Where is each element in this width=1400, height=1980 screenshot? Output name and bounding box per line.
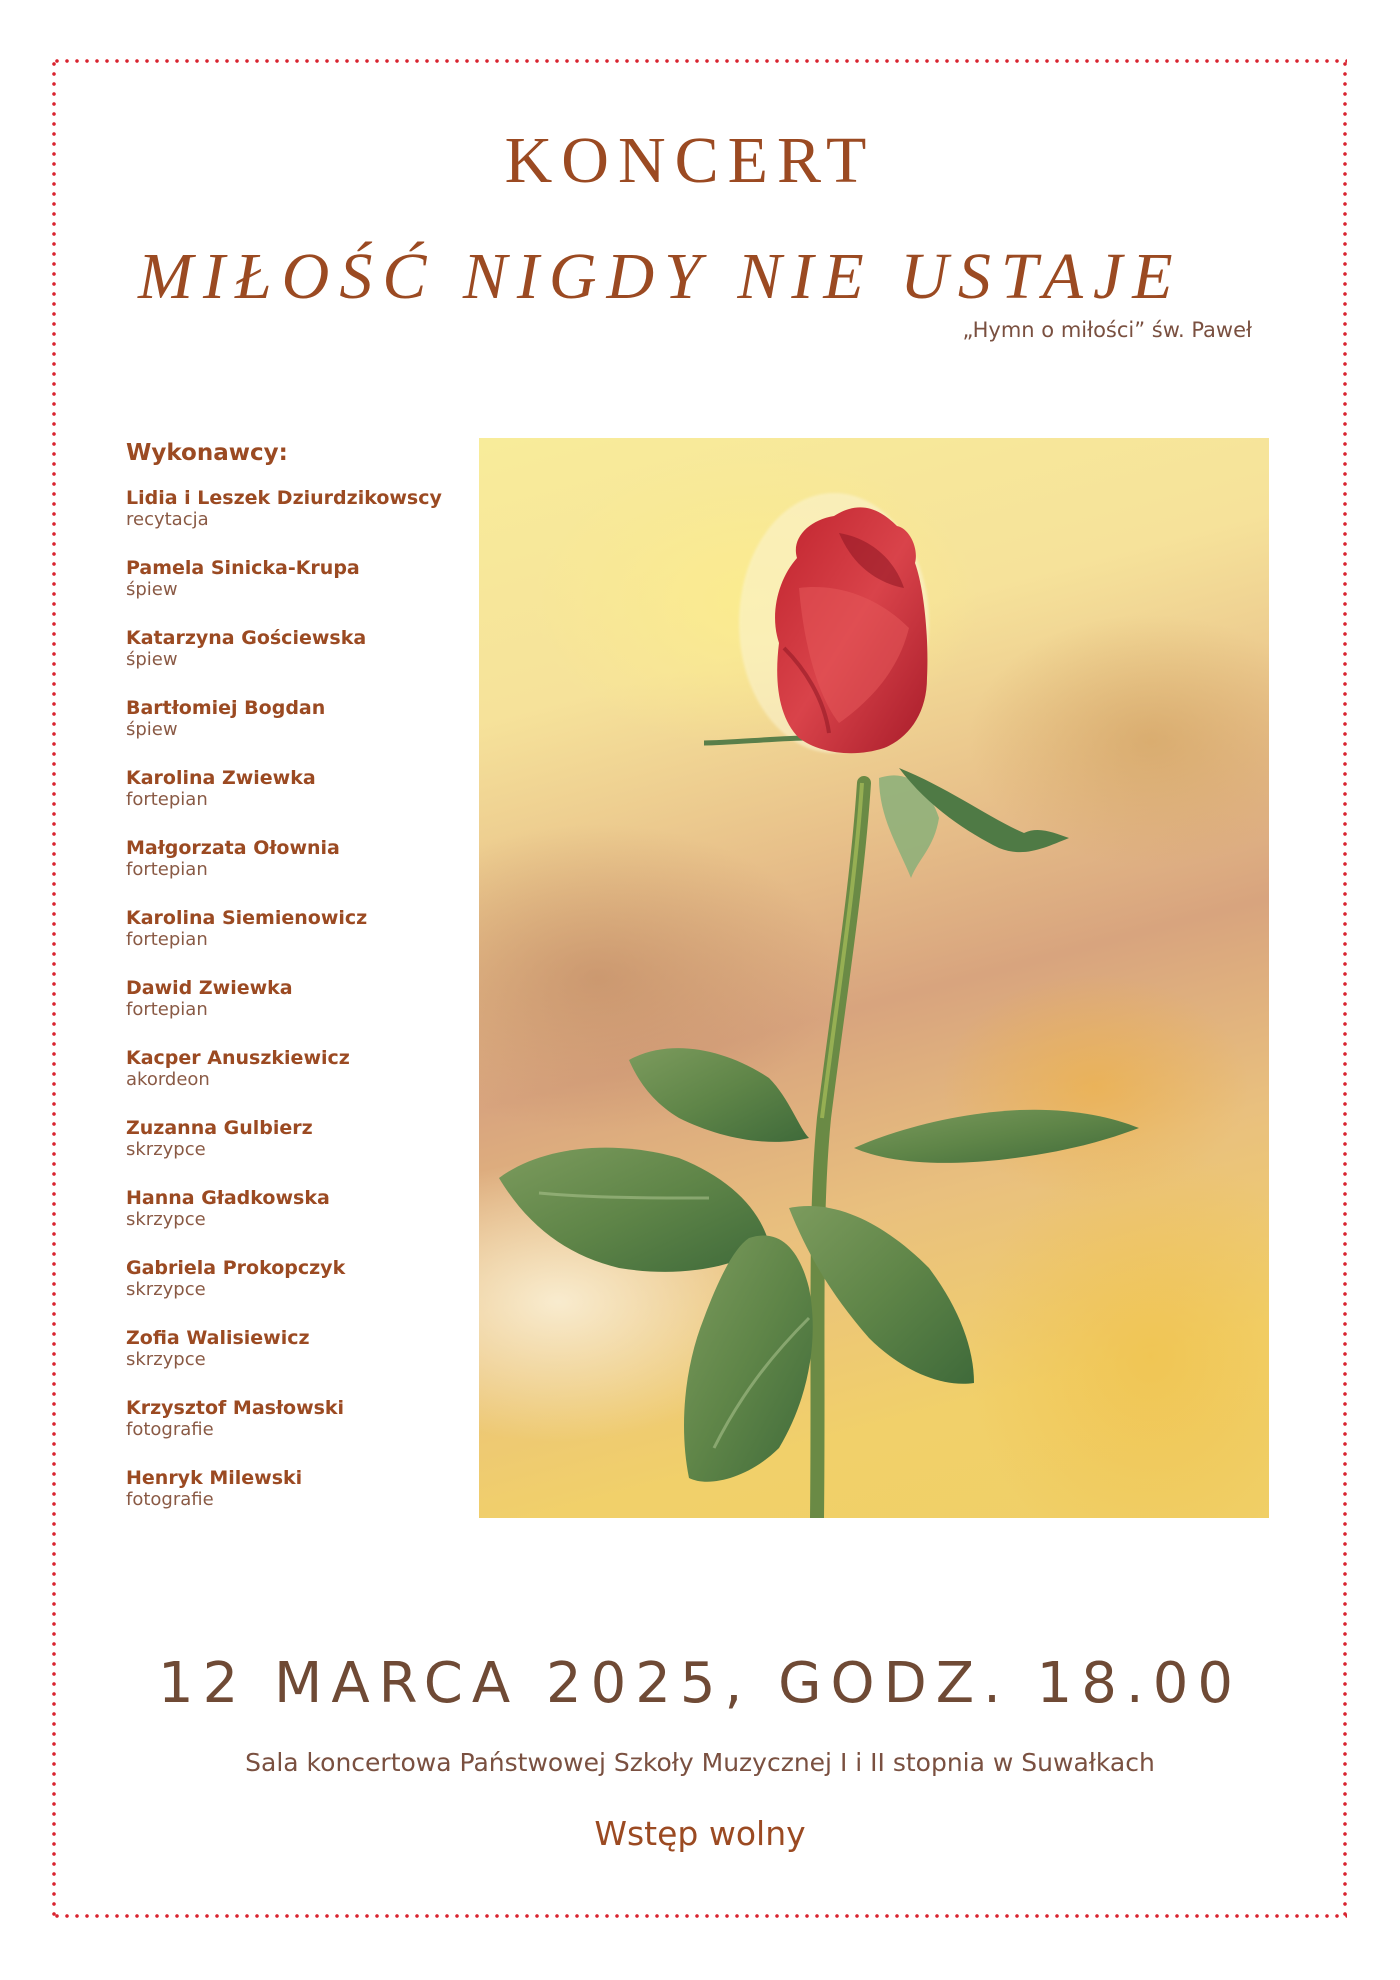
performer-role: skrzypce: [126, 1208, 206, 1230]
performer-name: Karolina Siemienowicz: [126, 906, 368, 929]
performer-name: Henryk Milewski: [126, 1466, 303, 1489]
admission-info: Wstęp wolny: [594, 1814, 806, 1853]
performer-item: [126, 487, 466, 557]
performer-item: [126, 1327, 466, 1397]
performers-heading: Wykonawcy:: [126, 440, 288, 466]
performer-name: Bartłomiej Bogdan: [126, 696, 326, 719]
performer-item: [126, 627, 466, 697]
performer-role: śpiew: [126, 578, 178, 600]
performer-item: [126, 1047, 466, 1117]
performer-item: [126, 697, 466, 767]
performer-role: akordeon: [126, 1068, 210, 1090]
performer-name: Zuzanna Gulbierz: [126, 1116, 313, 1139]
performer-name: Hanna Gładkowska: [126, 1186, 330, 1209]
performer-item: [126, 1187, 466, 1257]
performer-name: Pamela Sinicka-Krupa: [126, 556, 360, 579]
event-venue: Sala koncertowa Państwowej Szkoły Muzycznej I i II stopnia w Suwałkach: [245, 1748, 1155, 1777]
rose-watercolor-painting: [479, 438, 1269, 1518]
performer-role: skrzypce: [126, 1278, 206, 1300]
performer-role: fortepian: [126, 788, 208, 810]
performer-item: [126, 837, 466, 907]
performer-item: [126, 977, 466, 1047]
rose-illustration-icon: [479, 438, 1269, 1518]
performer-item: [126, 1117, 466, 1187]
frame-right-edge: [1343, 59, 1347, 1918]
frame-top-edge: [52, 59, 1347, 63]
frame-bottom-edge: [52, 1914, 1347, 1918]
performers-list: [126, 440, 466, 1537]
poster-heading: [0, 124, 1400, 197]
performer-name: Zofia Walisiewicz: [126, 1326, 310, 1349]
performer-item: [126, 1257, 466, 1327]
performer-role: fotografie: [126, 1488, 214, 1510]
performer-name: Małgorzata Ołownia: [126, 836, 340, 859]
concert-title: MIŁOŚĆ NIGDY NIE USTAJE: [138, 240, 1183, 313]
performer-role: fortepian: [126, 998, 208, 1020]
performer-item: [126, 1397, 466, 1467]
performer-name: Katarzyna Gościewska: [126, 626, 367, 649]
performer-name: Dawid Zwiewka: [126, 976, 293, 999]
performer-item: [126, 557, 466, 627]
event-datetime: 12 MARCA 2025, GODZ. 18.00: [157, 1651, 1242, 1716]
performer-name: Karolina Zwiewka: [126, 766, 316, 789]
performer-role: śpiew: [126, 648, 178, 670]
performer-role: fotografie: [126, 1418, 214, 1440]
heading-text: KONCERT: [504, 124, 876, 197]
performer-role: fortepian: [126, 858, 208, 880]
frame-left-edge: [52, 59, 56, 1918]
performer-item: [126, 1467, 466, 1537]
performer-role: skrzypce: [126, 1348, 206, 1370]
performer-role: skrzypce: [126, 1138, 206, 1160]
performer-role: recytacja: [126, 508, 209, 530]
performer-name: Gabriela Prokopczyk: [126, 1256, 346, 1279]
performer-role: fortepian: [126, 928, 208, 950]
performer-name: Kacper Anuszkiewicz: [126, 1046, 350, 1069]
performer-role: śpiew: [126, 718, 178, 740]
performer-name: Lidia i Leszek Dziurdzikowscy: [126, 486, 442, 509]
title-source: „Hymn o miłości” św. Paweł: [962, 318, 1252, 342]
performer-item: [126, 907, 466, 977]
performer-item: [126, 767, 466, 837]
performer-name: Krzysztof Masłowski: [126, 1396, 345, 1419]
